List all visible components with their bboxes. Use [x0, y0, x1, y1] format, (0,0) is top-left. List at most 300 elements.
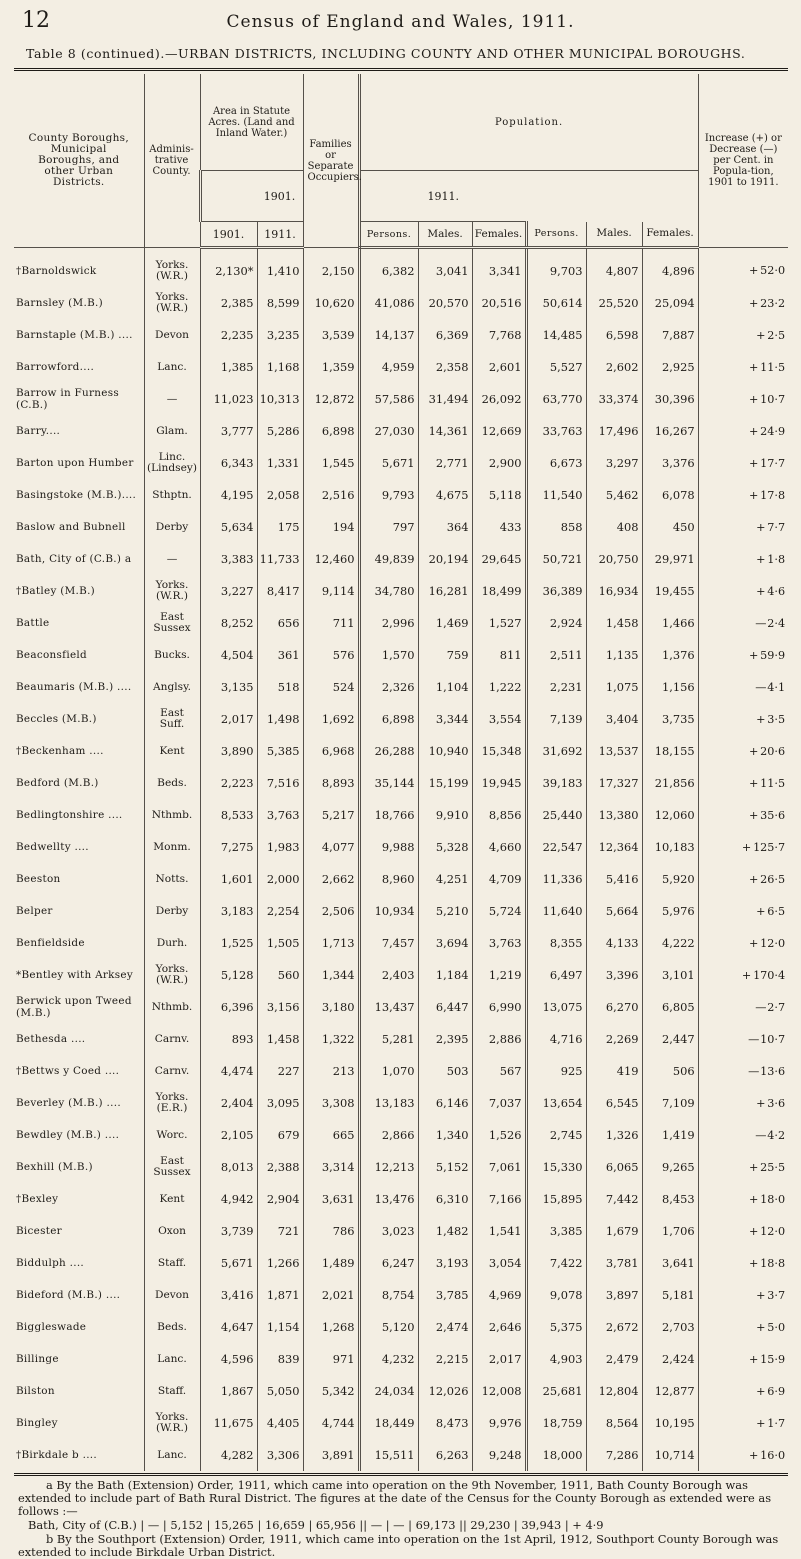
males-1901: 4,675	[418, 479, 472, 511]
families-count: 786	[303, 1215, 359, 1247]
increase-sign: +	[748, 808, 759, 822]
families-count: 12,872	[303, 383, 359, 415]
males-1901: 4,251	[418, 863, 472, 895]
increase-cell	[698, 1215, 788, 1247]
males-1901: 12,026	[418, 1375, 472, 1407]
females-1911: 3,735	[642, 703, 698, 735]
increase-cell	[698, 895, 788, 927]
increase-sign: +	[748, 1192, 759, 1206]
district-name: Beaconsfield	[16, 649, 87, 661]
area-1911: 1,498	[257, 703, 303, 735]
table-row	[14, 1247, 788, 1279]
males-1901: 6,146	[418, 1087, 472, 1119]
county-name: East Sussex	[144, 1151, 200, 1183]
increase-cell	[698, 1151, 788, 1183]
table-row	[14, 863, 788, 895]
increase-sign: +	[748, 424, 759, 438]
males-1911: 2,672	[586, 1311, 642, 1343]
females-1901: 5,118	[472, 479, 526, 511]
males-1911: 4,807	[586, 248, 642, 288]
increase-value: 35·6	[760, 808, 786, 822]
persons-1911: 4,716	[526, 1023, 586, 1055]
area-1911: 656	[257, 607, 303, 639]
increase-value: 2·7	[767, 1000, 786, 1014]
table-row	[14, 831, 788, 863]
persons-1901: 7,457	[359, 927, 418, 959]
families-count: 576	[303, 639, 359, 671]
table-row	[14, 1215, 788, 1247]
table-row	[14, 703, 788, 735]
males-1901: 5,152	[418, 1151, 472, 1183]
females-1901: 6,990	[472, 991, 526, 1023]
increase-cell	[698, 671, 788, 703]
district-name: Bedwellty ....	[16, 841, 89, 853]
county-name: Glam.	[144, 415, 200, 447]
males-1901: 1,184	[418, 959, 472, 991]
persons-1901: 18,766	[359, 799, 418, 831]
persons-1911: 36,389	[526, 575, 586, 607]
males-1911: 7,442	[586, 1183, 642, 1215]
area-1911: 3,235	[257, 319, 303, 351]
county-name: Devon	[144, 319, 200, 351]
persons-1911: 22,547	[526, 831, 586, 863]
county-name: Beds.	[144, 1311, 200, 1343]
table-row	[14, 287, 788, 319]
females-1911: 12,877	[642, 1375, 698, 1407]
persons-1911: 3,385	[526, 1215, 586, 1247]
county-name: Carnv.	[144, 1023, 200, 1055]
families-count: 2,506	[303, 895, 359, 927]
county-name: Durh.	[144, 927, 200, 959]
district-name: Beaumaris (M.B.) ....	[16, 681, 132, 693]
persons-1901: 13,183	[359, 1087, 418, 1119]
females-1901: 9,976	[472, 1407, 526, 1439]
page-header	[0, 6, 801, 46]
males-1901: 15,199	[418, 767, 472, 799]
increase-value: 6·5	[767, 904, 786, 918]
persons-1901: 41,086	[359, 287, 418, 319]
area-1901: 5,671	[200, 1247, 257, 1279]
persons-1911: 50,721	[526, 543, 586, 575]
persons-1911: 11,540	[526, 479, 586, 511]
increase-cell	[698, 1119, 788, 1151]
families-count: 1,268	[303, 1311, 359, 1343]
running-title: Census of England and Wales, 1911.	[226, 12, 575, 32]
area-1901: 8,533	[200, 799, 257, 831]
males-1901: 20,570	[418, 287, 472, 319]
increase-cell	[698, 543, 788, 575]
families-count: 1,489	[303, 1247, 359, 1279]
county-name: Lanc.	[144, 1439, 200, 1471]
district-name: †Beckenham ....	[16, 745, 104, 757]
persons-1901: 14,137	[359, 319, 418, 351]
males-1901: 14,361	[418, 415, 472, 447]
col-header-persons-1901: Persons.	[359, 222, 418, 248]
families-count: 1,344	[303, 959, 359, 991]
females-1911: 1,419	[642, 1119, 698, 1151]
females-1911: 21,856	[642, 767, 698, 799]
families-count: 3,314	[303, 1151, 359, 1183]
county-name: Nthmb.	[144, 991, 200, 1023]
district-name: Bath, City of (C.B.) a	[16, 553, 132, 565]
increase-sign: +	[748, 936, 759, 950]
area-1911: 1,871	[257, 1279, 303, 1311]
col-header-county: Adminis-trative County.	[144, 74, 200, 248]
county-name: Kent	[144, 735, 200, 767]
females-1911: 9,265	[642, 1151, 698, 1183]
females-1901: 7,166	[472, 1183, 526, 1215]
increase-value: 17·8	[760, 488, 786, 502]
district-name: †Batley (M.B.)	[16, 585, 96, 597]
persons-1911: 925	[526, 1055, 586, 1087]
county-name: Yorks. (E.R.)	[144, 1087, 200, 1119]
district-name: Bilston	[16, 1385, 55, 1397]
females-1901: 20,516	[472, 287, 526, 319]
district-name: Barton upon Humber	[16, 457, 134, 469]
area-1911: 1,331	[257, 447, 303, 479]
table-row	[14, 671, 788, 703]
males-1911: 33,374	[586, 383, 642, 415]
area-1911: 8,417	[257, 575, 303, 607]
females-1901: 811	[472, 639, 526, 671]
area-1901: 2,385	[200, 287, 257, 319]
col-header-males-1911: Males.	[586, 222, 642, 248]
col-header-population: Population.	[359, 74, 698, 171]
footnote-bath-figures: Bath, City of (C.B.) | — | 5,152 | 15,265 | 16,659 | 65,956 || — | — | 69,173 || 29,230 | 39,943 | + 4·9	[28, 1518, 604, 1532]
area-1911: 175	[257, 511, 303, 543]
increase-value: 4·6	[767, 584, 786, 598]
district-name: Belper	[16, 905, 53, 917]
males-1911: 2,602	[586, 351, 642, 383]
county-name: Yorks. (W.R.)	[144, 287, 200, 319]
females-1911: 3,101	[642, 959, 698, 991]
females-1901: 1,526	[472, 1119, 526, 1151]
table-row	[14, 1439, 788, 1471]
females-1901: 2,646	[472, 1311, 526, 1343]
increase-value: 5·0	[767, 1320, 786, 1334]
persons-1911: 18,759	[526, 1407, 586, 1439]
males-1911: 1,326	[586, 1119, 642, 1151]
county-name: Yorks. (W.R.)	[144, 248, 200, 288]
persons-1911: 14,485	[526, 319, 586, 351]
increase-sign: +	[748, 744, 759, 758]
increase-value: 52·0	[760, 264, 786, 277]
increase-cell	[698, 351, 788, 383]
increase-sign: +	[748, 1224, 759, 1238]
persons-1911: 6,497	[526, 959, 586, 991]
males-1901: 3,193	[418, 1247, 472, 1279]
males-1911: 5,416	[586, 863, 642, 895]
persons-1901: 6,898	[359, 703, 418, 735]
district-name: Bingley	[16, 1417, 58, 1429]
females-1901: 3,763	[472, 927, 526, 959]
males-1901: 2,771	[418, 447, 472, 479]
families-count: 2,021	[303, 1279, 359, 1311]
increase-sign: +	[741, 968, 752, 982]
county-name: Lanc.	[144, 351, 200, 383]
females-1911: 1,376	[642, 639, 698, 671]
persons-1911: 4,903	[526, 1343, 586, 1375]
females-1901: 4,709	[472, 863, 526, 895]
males-1901: 364	[418, 511, 472, 543]
persons-1901: 5,671	[359, 447, 418, 479]
increase-sign: —	[755, 1128, 767, 1142]
females-1911: 8,453	[642, 1183, 698, 1215]
district-name: Bideford (M.B.) ....	[16, 1289, 121, 1301]
males-1911: 13,380	[586, 799, 642, 831]
persons-1911: 39,183	[526, 767, 586, 799]
males-1901: 1,469	[418, 607, 472, 639]
increase-cell	[698, 1311, 788, 1343]
area-1901: 893	[200, 1023, 257, 1055]
persons-1901: 18,449	[359, 1407, 418, 1439]
district-name: †Bettws y Coed ....	[16, 1065, 120, 1077]
increase-value: 16·0	[760, 1448, 786, 1462]
increase-value: 3·5	[767, 712, 786, 726]
females-1911: 10,183	[642, 831, 698, 863]
district-name: Bedlingtonshire ....	[16, 809, 123, 821]
table-row	[14, 1119, 788, 1151]
district-name: Bexhill (M.B.)	[16, 1161, 93, 1173]
families-count: 1,322	[303, 1023, 359, 1055]
increase-sign: +	[741, 840, 752, 854]
persons-1901: 2,326	[359, 671, 418, 703]
area-1901: 6,396	[200, 991, 257, 1023]
families-count: 4,077	[303, 831, 359, 863]
females-1911: 18,155	[642, 735, 698, 767]
area-1901: 2,130*	[200, 248, 257, 288]
area-1901: 6,343	[200, 447, 257, 479]
area-1901: 11,675	[200, 1407, 257, 1439]
area-1901: 8,013	[200, 1151, 257, 1183]
table-title: Table 8 (continued).—URBAN DISTRICTS, INCLUDING COUNTY AND OTHER MUNICIPAL BOROUGHS.	[26, 46, 746, 61]
area-1901: 11,023	[200, 383, 257, 415]
persons-1901: 797	[359, 511, 418, 543]
increase-sign: +	[748, 360, 759, 374]
area-1901: 1,601	[200, 863, 257, 895]
increase-cell	[698, 1279, 788, 1311]
increase-cell	[698, 831, 788, 863]
district-name: †Birkdale b ....	[16, 1449, 98, 1461]
increase-sign: +	[748, 1160, 759, 1174]
increase-value: 59·9	[760, 648, 786, 662]
table-body	[14, 248, 788, 1472]
increase-cell	[698, 703, 788, 735]
persons-1911: 8,355	[526, 927, 586, 959]
females-1901: 18,499	[472, 575, 526, 607]
persons-1911: 11,336	[526, 863, 586, 895]
table-row	[14, 607, 788, 639]
area-1901: 4,195	[200, 479, 257, 511]
persons-1901: 10,934	[359, 895, 418, 927]
increase-value: 12·0	[760, 936, 786, 950]
table-row	[14, 383, 788, 415]
col-header-persons-1911: Persons.	[526, 222, 586, 248]
col-header-females-1911: Females.	[642, 222, 698, 248]
increase-sign: +	[756, 1288, 766, 1302]
increase-sign: +	[756, 1384, 766, 1398]
females-1911: 450	[642, 511, 698, 543]
increase-value: 23·2	[760, 296, 786, 310]
area-1901: 4,647	[200, 1311, 257, 1343]
persons-1911: 9,703	[526, 248, 586, 288]
district-name: Benfieldside	[16, 937, 85, 949]
col-header-area-1901: 1901.	[200, 222, 257, 248]
males-1901: 9,910	[418, 799, 472, 831]
persons-1911: 5,527	[526, 351, 586, 383]
increase-value: 11·5	[760, 776, 786, 790]
males-1911: 3,396	[586, 959, 642, 991]
females-1911: 1,466	[642, 607, 698, 639]
area-1911: 2,254	[257, 895, 303, 927]
county-name: Linc. (Lindsey)	[144, 447, 200, 479]
males-1901: 20,194	[418, 543, 472, 575]
females-1911: 25,094	[642, 287, 698, 319]
area-1901: 8,252	[200, 607, 257, 639]
increase-value: 3·6	[767, 1096, 786, 1110]
persons-1911: 6,673	[526, 447, 586, 479]
increase-sign: +	[748, 648, 759, 662]
area-1911: 10,313	[257, 383, 303, 415]
area-1901: 3,227	[200, 575, 257, 607]
persons-1911: 2,745	[526, 1119, 586, 1151]
females-1911: 2,925	[642, 351, 698, 383]
area-1911: 721	[257, 1215, 303, 1247]
increase-sign: +	[756, 584, 766, 598]
table-row	[14, 1311, 788, 1343]
increase-value: 18·0	[760, 1192, 786, 1206]
females-1911: 12,060	[642, 799, 698, 831]
census-table	[14, 74, 788, 1471]
increase-cell	[698, 415, 788, 447]
increase-cell	[698, 767, 788, 799]
increase-value: 12·0	[760, 1224, 786, 1238]
males-1911: 12,804	[586, 1375, 642, 1407]
females-1901: 433	[472, 511, 526, 543]
increase-cell	[698, 1247, 788, 1279]
area-1911: 2,904	[257, 1183, 303, 1215]
district-name: †Bexley	[16, 1193, 59, 1205]
females-1901: 26,092	[472, 383, 526, 415]
males-1901: 5,210	[418, 895, 472, 927]
table-row	[14, 1055, 788, 1087]
families-count: 5,342	[303, 1375, 359, 1407]
females-1901: 567	[472, 1055, 526, 1087]
district-name: Barnsley (M.B.)	[16, 297, 103, 309]
area-1901: 1,525	[200, 927, 257, 959]
increase-value: 11·5	[760, 360, 786, 374]
table-row	[14, 1151, 788, 1183]
area-1911: 2,058	[257, 479, 303, 511]
males-1901: 2,215	[418, 1343, 472, 1375]
table-row	[14, 415, 788, 447]
males-1901: 16,281	[418, 575, 472, 607]
females-1911: 2,424	[642, 1343, 698, 1375]
persons-1901: 2,403	[359, 959, 418, 991]
males-1901: 3,041	[418, 248, 472, 288]
families-count: 5,217	[303, 799, 359, 831]
county-name: Monm.	[144, 831, 200, 863]
table-bottom-rule	[14, 1473, 788, 1476]
females-1901: 3,341	[472, 248, 526, 288]
persons-1901: 1,070	[359, 1055, 418, 1087]
females-1901: 12,669	[472, 415, 526, 447]
increase-value: 1·8	[767, 552, 786, 566]
county-name: Beds.	[144, 767, 200, 799]
persons-1911: 7,422	[526, 1247, 586, 1279]
col-header-males-1901: Males.	[418, 222, 472, 248]
area-1911: 5,385	[257, 735, 303, 767]
increase-cell	[698, 319, 788, 351]
persons-1911: 858	[526, 511, 586, 543]
persons-1911: 50,614	[526, 287, 586, 319]
increase-sign: +	[748, 392, 759, 406]
families-count: 3,308	[303, 1087, 359, 1119]
increase-sign: +	[748, 264, 759, 277]
females-1911: 6,078	[642, 479, 698, 511]
area-1911: 2,000	[257, 863, 303, 895]
district-name: Barnstaple (M.B.) ....	[16, 329, 133, 341]
males-1901: 3,694	[418, 927, 472, 959]
increase-sign: +	[756, 712, 766, 726]
persons-1901: 35,144	[359, 767, 418, 799]
area-1901: 7,275	[200, 831, 257, 863]
area-1901: 4,282	[200, 1439, 257, 1471]
district-name: Bethesda ....	[16, 1033, 86, 1045]
females-1901: 9,248	[472, 1439, 526, 1471]
families-count: 711	[303, 607, 359, 639]
persons-1901: 5,281	[359, 1023, 418, 1055]
increase-value: 125·7	[753, 840, 786, 854]
increase-sign: +	[756, 328, 766, 342]
females-1901: 15,348	[472, 735, 526, 767]
males-1911: 6,545	[586, 1087, 642, 1119]
increase-cell	[698, 1407, 788, 1439]
table-row	[14, 895, 788, 927]
district-name: Billinge	[16, 1353, 59, 1365]
table-row	[14, 799, 788, 831]
area-1901: 3,135	[200, 671, 257, 703]
females-1911: 7,887	[642, 319, 698, 351]
persons-1901: 4,959	[359, 351, 418, 383]
males-1911: 419	[586, 1055, 642, 1087]
area-1911: 560	[257, 959, 303, 991]
families-count: 971	[303, 1343, 359, 1375]
area-1911: 5,286	[257, 415, 303, 447]
district-name: Biggleswade	[16, 1321, 87, 1333]
area-1901: 5,634	[200, 511, 257, 543]
increase-sign: +	[756, 1416, 766, 1430]
table-row	[14, 1023, 788, 1055]
families-count: 3,180	[303, 991, 359, 1023]
persons-1901: 15,511	[359, 1439, 418, 1471]
county-name: Nthmb.	[144, 799, 200, 831]
increase-value: 13·6	[760, 1064, 786, 1078]
area-1901: 3,416	[200, 1279, 257, 1311]
county-name: Carnv.	[144, 1055, 200, 1087]
district-name: Beverley (M.B.) ....	[16, 1097, 121, 1109]
families-count: 6,898	[303, 415, 359, 447]
area-1911: 3,306	[257, 1439, 303, 1471]
persons-1911: 13,654	[526, 1087, 586, 1119]
males-1901: 5,328	[418, 831, 472, 863]
families-count: 3,539	[303, 319, 359, 351]
males-1901: 8,473	[418, 1407, 472, 1439]
males-1911: 20,750	[586, 543, 642, 575]
persons-1911: 33,763	[526, 415, 586, 447]
increase-sign: +	[756, 1096, 766, 1110]
males-1901: 10,940	[418, 735, 472, 767]
